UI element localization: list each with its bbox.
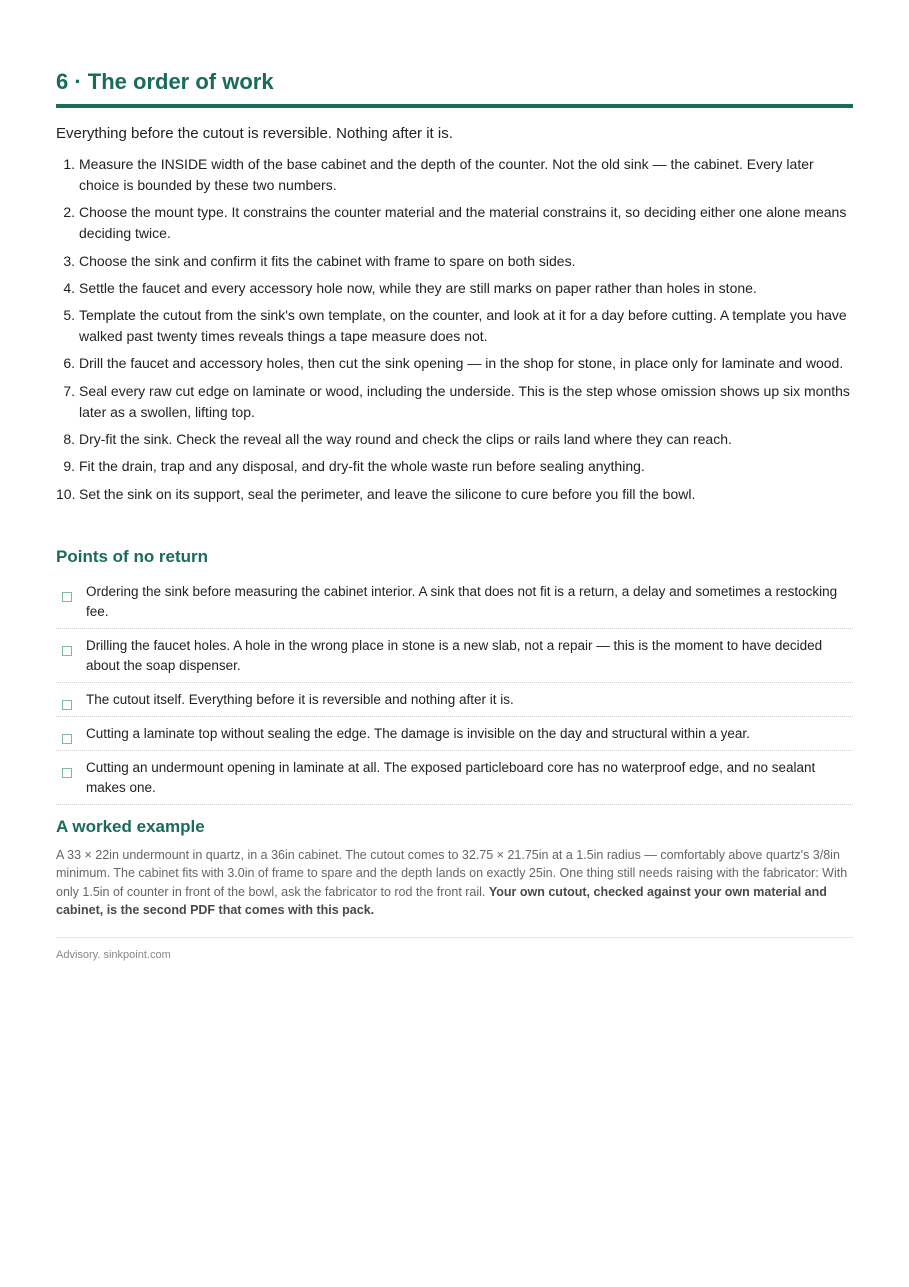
checkbox-icon [62,768,72,778]
checklist-item-text: Cutting an undermount opening in laminate at all. The exposed particleboard core has no waterproof edge, and no sealant makes one. [86,760,816,795]
checkbox[interactable] [56,690,86,710]
step-number: 5. [63,307,75,324]
checklist-item-text: Drilling the faucet holes. A hole in the wrong place in stone is a new slab, not a repair — this is the moment to have decided about the soap dispenser. [86,638,823,673]
section-intro: Everything before the cutout is reversible. Nothing after it is. [56,125,453,142]
step-number: 3. [63,252,75,269]
checklist-item [56,756,853,805]
step-number: 7. [63,382,75,399]
footer-rule [56,937,853,938]
checklist-item-text: The cutout itself. Everything before it is reversible and nothing after it is. [86,692,514,707]
checklist-item-text: Ordering the sink before measuring the cabinet interior. A sink that does not fit is a return, a delay and sometimes a restocking fee. [86,584,838,619]
step-text: Seal every raw cut edge on laminate or wood, including the underside. This is the step whose omission shows up six months later as a swollen, lifting top. [79,382,850,420]
step-item [56,456,853,477]
section-title: 6 · The order of work [56,69,274,94]
step-text: Set the sink on its support, seal the perimeter, and leave the silicone to cure before you fill the bowl. [79,485,696,502]
checkbox-icon [62,646,72,656]
step-text: Template the cutout from the sink's own template, on the counter, and look at it for a day before cutting. A template you have walked past twenty times reveals things a tape measure does not. [79,307,847,345]
title-rule [56,104,853,108]
step-text: Dry-fit the sink. Check the reveal all the way round and check the clips or rails land where they can reach. [79,431,732,448]
step-item [56,202,853,244]
checkbox[interactable] [56,636,86,676]
checklist-item [56,580,853,629]
checkbox-icon [62,734,72,744]
checkbox-icon [62,700,72,710]
step-item [56,429,853,450]
step-text: Fit the drain, trap and any disposal, and dry-fit the whole waste run before sealing anything. [79,458,645,475]
step-number: 1. [63,156,75,172]
worked-example-text: A 33 × 22in undermount in quartz, in a 36in cabinet. The cutout comes to 32.75 × 21.75in at a 1.5in radius — comfortably above quartz's 3/8in minimum. The cabinet fits with 3.0in of frame to spare and the depth lands on exactly 25in. One thing still needs raising with the fabricator: With only 1.5in of counter in front of the bowl, ask the fabricator to rod the front rail. [56,848,848,899]
step-number: 9. [63,458,75,475]
step-item [56,353,853,374]
step-text: Choose the mount type. It constrains the counter material and the material constrains it, so deciding either one alone means deciding twice. [79,204,847,242]
worked-example-body [56,846,853,919]
step-number: 6. [63,355,75,372]
step-item [56,484,853,505]
step-item [56,305,853,347]
steps-list [56,154,853,511]
step-text: Choose the sink and confirm it fits the cabinet with frame to spare on both sides. [79,252,576,269]
step-number: 10. [56,485,76,502]
step-item [56,278,853,299]
checkbox[interactable] [56,582,86,622]
checklist-item [56,634,853,683]
step-number: 8. [63,431,75,448]
worked-example-emphasis: Your own cutout, checked against your own material and cabinet, is the second PDF that comes with this pack. [56,884,827,917]
worked-example-heading: A worked example [56,817,205,836]
step-item [56,381,853,423]
step-text: Settle the faucet and every accessory hole now, while they are still marks on paper rather than holes in stone. [79,279,757,296]
checklist-item [56,722,853,751]
checklist-item-text: Cutting a laminate top without sealing the edge. The damage is invisible on the day and structural within a year. [86,726,750,741]
step-number: 4. [63,279,75,296]
step-item [56,251,853,272]
footer-text: Advisory. sinkpoint.com [56,949,171,961]
checkbox[interactable] [56,724,86,744]
checkbox-icon [62,592,72,602]
step-text: Drill the faucet and accessory holes, then cut the sink opening — in the shop for stone, in place only for laminate and wood. [79,355,844,372]
points-of-no-return-heading: Points of no return [56,547,209,566]
step-number: 2. [63,204,75,221]
step-text: Measure the INSIDE width of the base cabinet and the depth of the counter. Not the old sink — the cabinet. Every later choice is bounded by these two numbers. [79,156,814,193]
step-item [56,154,853,196]
checkbox[interactable] [56,758,86,798]
no-return-checklist [56,580,853,810]
checklist-item [56,688,853,717]
